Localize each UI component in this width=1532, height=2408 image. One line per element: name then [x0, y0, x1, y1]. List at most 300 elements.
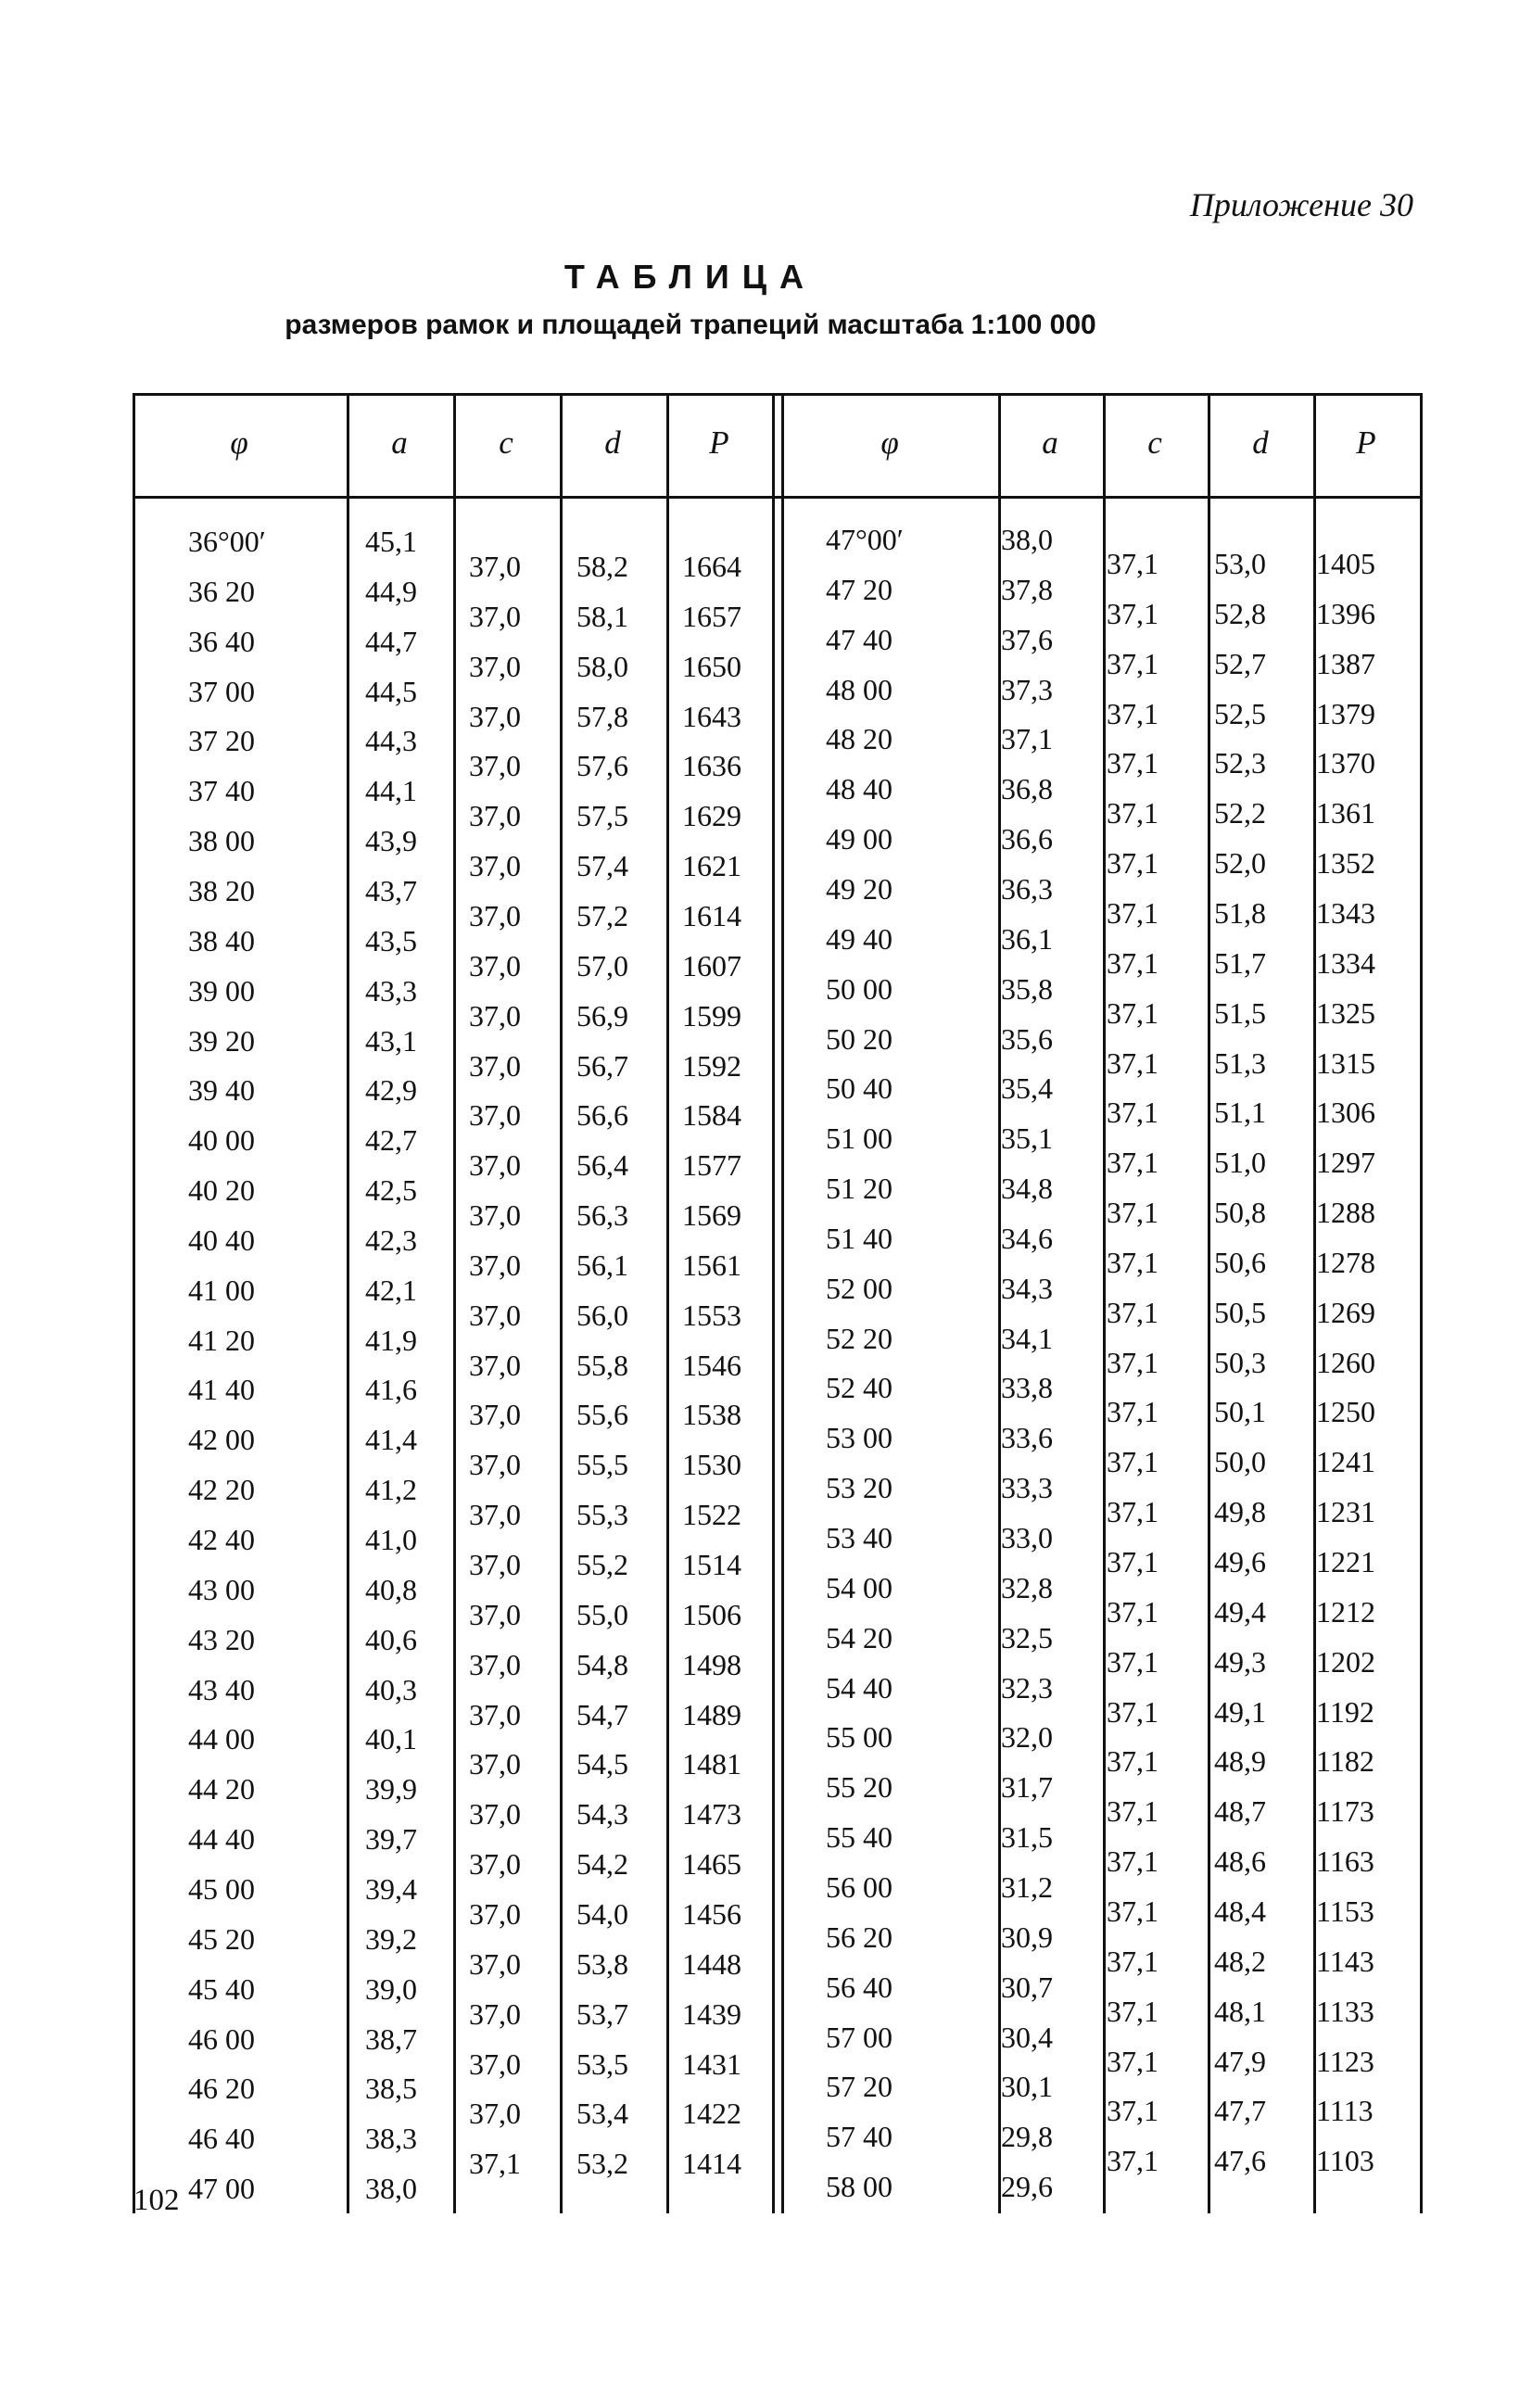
table-cell: 1396 — [1316, 596, 1375, 630]
table-cell: 37,1 — [1107, 846, 1158, 881]
table-cell: 55,6 — [576, 1398, 628, 1432]
table-cell: 37,1 — [1107, 995, 1158, 1030]
table-cell: 57 40 — [826, 2120, 893, 2154]
table-cell: 1113 — [1316, 2094, 1374, 2128]
table-cell: 1315 — [1316, 1046, 1375, 1080]
table-cell: 1260 — [1316, 1345, 1375, 1379]
table-cell: 33,6 — [1001, 1421, 1053, 1455]
table-cell: 1561 — [682, 1248, 741, 1282]
table-cell: 1546 — [682, 1348, 741, 1382]
table-cell: 49 00 — [826, 822, 893, 856]
table-cell: 42,7 — [365, 1123, 417, 1158]
table-cell: 37,1 — [1107, 1096, 1158, 1130]
table-cell: 45 40 — [188, 1971, 255, 2006]
table-cell: 52,3 — [1214, 746, 1266, 780]
table-cell: 51 20 — [826, 1172, 893, 1206]
table-cell: 53,8 — [576, 1946, 628, 1981]
table-cell: 56,1 — [576, 1248, 628, 1282]
appendix-label: Приложение 30 — [1189, 186, 1413, 223]
table-cell: 47 40 — [826, 622, 893, 656]
table-cell: 43,9 — [365, 824, 417, 858]
column-header: φ — [880, 425, 899, 461]
table-cell: 58,0 — [576, 649, 628, 683]
table-cell: 1569 — [682, 1198, 741, 1233]
table-cell: 1657 — [682, 599, 741, 633]
table-cell: 33,0 — [1001, 1521, 1053, 1554]
column-header: d — [1252, 425, 1269, 461]
table-cell: 1584 — [682, 1098, 741, 1133]
table-cell: 37,1 — [1107, 1794, 1158, 1829]
table-cell: 37,1 — [1107, 1894, 1158, 1928]
table-cell: 37,1 — [1107, 1944, 1158, 1978]
table-cell: 37,0 — [469, 898, 521, 932]
table-cell: 37,1 — [1107, 1046, 1158, 1080]
table-cell: 42 20 — [188, 1473, 255, 1507]
table-column-rule — [453, 393, 456, 2213]
table-cell: 36 40 — [188, 624, 255, 658]
table-cell: 47 00 — [188, 2172, 255, 2206]
table-cell: 37,1 — [1107, 1545, 1158, 1578]
table-cell: 29,6 — [1001, 2170, 1053, 2204]
table-cell: 1202 — [1316, 1644, 1375, 1679]
table-cell: 51 00 — [826, 1122, 893, 1156]
table-cell: 37,0 — [469, 1248, 521, 1282]
table-cell: 37,0 — [469, 1847, 521, 1882]
table-cell: 31,2 — [1001, 1869, 1053, 1904]
table-cell: 37,1 — [1107, 1594, 1158, 1629]
table-cell: 1422 — [682, 2097, 741, 2131]
table-cell: 49,6 — [1214, 1545, 1266, 1578]
table-cell: 43 40 — [188, 1672, 255, 1706]
table-cell: 41,0 — [365, 1523, 417, 1556]
table-cell: 52,2 — [1214, 796, 1266, 830]
table-cell: 43,1 — [365, 1023, 417, 1058]
column-header: c — [1147, 425, 1162, 461]
table-cell: 37 20 — [188, 724, 255, 758]
table-cell: 1607 — [682, 948, 741, 982]
table-cell: 1530 — [682, 1448, 741, 1482]
table-cell: 37,1 — [1107, 2094, 1158, 2128]
table-cell: 37,0 — [469, 849, 521, 883]
table-cell: 1143 — [1316, 1944, 1374, 1978]
table-cell: 48,9 — [1214, 1744, 1266, 1779]
table-cell: 37,1 — [469, 2147, 521, 2181]
table-cell: 1334 — [1316, 945, 1375, 980]
table-cell: 57 20 — [826, 2070, 893, 2104]
table-cell: 1361 — [1316, 796, 1375, 830]
table-cell: 1387 — [1316, 646, 1375, 680]
table-cell: 48,6 — [1214, 1844, 1266, 1879]
table-cell: 1288 — [1316, 1196, 1375, 1230]
table-cell: 44 00 — [188, 1722, 255, 1756]
table-cell: 37,1 — [1107, 746, 1158, 780]
table-cell: 50,8 — [1214, 1196, 1266, 1230]
column-header: a — [391, 425, 408, 461]
table-cell: 1231 — [1316, 1495, 1375, 1529]
table-cell: 53 20 — [826, 1471, 893, 1505]
table-cell: 56,0 — [576, 1298, 628, 1332]
table-column-rule — [347, 393, 349, 2213]
table-cell: 1133 — [1316, 1994, 1374, 2028]
table-cell: 29,8 — [1001, 2120, 1053, 2154]
table-cell: 37,1 — [1107, 1495, 1158, 1529]
table-cell: 31,5 — [1001, 1820, 1053, 1855]
table-cell: 57,4 — [576, 849, 628, 883]
table-column-rule — [560, 393, 563, 2213]
table-cell: 44,9 — [365, 574, 417, 608]
table-cell: 37,0 — [469, 1448, 521, 1482]
table-cell: 37 40 — [188, 774, 255, 808]
table-cell: 1456 — [682, 1896, 741, 1931]
table-cell: 37,1 — [1107, 646, 1158, 680]
table-cell: 32,0 — [1001, 1720, 1053, 1755]
table-cell: 43,3 — [365, 973, 417, 1008]
table-cell: 56,9 — [576, 998, 628, 1033]
table-cell: 1379 — [1316, 696, 1375, 730]
table-cell: 43 20 — [188, 1622, 255, 1656]
table-cell: 40,1 — [365, 1722, 417, 1756]
table-cell: 55 20 — [826, 1770, 893, 1805]
table-column-rule — [133, 393, 135, 2213]
table-cell: 37,0 — [469, 1048, 521, 1083]
table-cell: 39,0 — [365, 1971, 417, 2006]
table-cell: 1414 — [682, 2147, 741, 2181]
table-cell: 37,1 — [1107, 696, 1158, 730]
table-cell: 35,4 — [1001, 1071, 1053, 1106]
table-cell: 50,5 — [1214, 1295, 1266, 1329]
table-cell: 41,2 — [365, 1473, 417, 1507]
table-cell: 1553 — [682, 1298, 741, 1332]
table-title: ТАБЛИЦА — [563, 258, 817, 296]
table-cell: 37,1 — [1107, 895, 1158, 930]
table-cell: 41 40 — [188, 1373, 255, 1407]
table-cell: 32,8 — [1001, 1570, 1053, 1604]
table-cell: 37,1 — [1107, 1295, 1158, 1329]
table-cell: 38,0 — [365, 2172, 417, 2206]
table-cell: 1664 — [682, 550, 741, 583]
table-cell: 39,7 — [365, 1822, 417, 1857]
table-cell: 1173 — [1316, 1794, 1374, 1829]
table-cell: 1192 — [1316, 1694, 1374, 1729]
table-cell: 1405 — [1316, 547, 1375, 580]
table-cell: 56 40 — [826, 1970, 893, 2004]
table-cell: 37,1 — [1107, 1445, 1158, 1479]
table-cell: 37,0 — [469, 649, 521, 683]
table-cell: 50,0 — [1214, 1445, 1266, 1479]
table-cell: 37,0 — [469, 799, 521, 833]
table-cell: 1489 — [682, 1697, 741, 1731]
table-cell: 37,0 — [469, 1548, 521, 1581]
table-cell: 40 20 — [188, 1173, 255, 1208]
table-cell: 37,0 — [469, 2047, 521, 2081]
table-cell: 44,5 — [365, 674, 417, 708]
table-cell: 37,1 — [1107, 2144, 1158, 2178]
table-cell: 1481 — [682, 1747, 741, 1781]
table-cell: 51,7 — [1214, 945, 1266, 980]
table-cell: 37,0 — [469, 1996, 521, 2031]
table-cell: 1325 — [1316, 995, 1375, 1030]
table-cell: 37 00 — [188, 674, 255, 708]
table-cell: 52 20 — [826, 1321, 893, 1355]
table-cell: 30,9 — [1001, 1920, 1053, 1954]
table-cell: 1123 — [1316, 2044, 1374, 2078]
table-cell: 58,1 — [576, 599, 628, 633]
table-cell: 51,5 — [1214, 995, 1266, 1030]
table-cell: 38,0 — [1001, 523, 1053, 556]
table-cell: 37,1 — [1107, 1994, 1158, 2028]
table-cell: 32,3 — [1001, 1670, 1053, 1705]
table-cell: 37,1 — [1107, 1744, 1158, 1779]
table-cell: 1221 — [1316, 1545, 1375, 1578]
table-cell: 37,3 — [1001, 672, 1053, 706]
table-cell: 33,3 — [1001, 1471, 1053, 1505]
table-cell: 44,7 — [365, 624, 417, 658]
table-cell: 1153 — [1316, 1894, 1374, 1928]
table-cell: 37,1 — [1107, 547, 1158, 580]
table-cell: 52,0 — [1214, 846, 1266, 881]
table-cell: 1278 — [1316, 1245, 1375, 1279]
table-cell: 38,5 — [365, 2072, 417, 2106]
table-cell: 1522 — [682, 1498, 741, 1532]
table-cell: 37,1 — [1107, 1395, 1158, 1429]
table-cell: 44 40 — [188, 1822, 255, 1857]
table-column-rule — [1208, 393, 1210, 2213]
table-cell: 55,2 — [576, 1548, 628, 1581]
table-cell: 48 00 — [826, 672, 893, 706]
table-cell: 44,3 — [365, 724, 417, 758]
table-cell: 33,8 — [1001, 1371, 1053, 1405]
table-cell: 1431 — [682, 2047, 741, 2081]
table-cell: 1629 — [682, 799, 741, 833]
table-cell: 35,1 — [1001, 1122, 1053, 1156]
table-cell: 1343 — [1316, 895, 1375, 930]
table-cell: 48,4 — [1214, 1894, 1266, 1928]
table-cell: 54,5 — [576, 1747, 628, 1781]
table-cell: 1370 — [1316, 746, 1375, 780]
column-header: P — [1356, 425, 1376, 461]
table-cell: 49,3 — [1214, 1644, 1266, 1679]
table-cell: 51,0 — [1214, 1146, 1266, 1180]
table-cell: 35,6 — [1001, 1021, 1053, 1056]
table-cell: 56,6 — [576, 1098, 628, 1133]
table-cell: 55,0 — [576, 1597, 628, 1631]
table-cell: 1448 — [682, 1946, 741, 1981]
page-number: 102 — [133, 2184, 180, 2217]
table-cell: 54 40 — [826, 1670, 893, 1705]
table-cell: 47,9 — [1214, 2044, 1266, 2078]
table-cell: 37,0 — [469, 998, 521, 1033]
table-cell: 48,1 — [1214, 1994, 1266, 2028]
table-cell: 37,6 — [1001, 622, 1053, 656]
table-cell: 49,8 — [1214, 1495, 1266, 1529]
table-cell: 55,5 — [576, 1448, 628, 1482]
table-cell: 55,8 — [576, 1348, 628, 1382]
table-cell: 39 00 — [188, 973, 255, 1008]
column-header: P — [709, 425, 729, 461]
table-cell: 50 20 — [826, 1021, 893, 1056]
table-cell: 51,3 — [1214, 1046, 1266, 1080]
table-cell: 37,1 — [1107, 1146, 1158, 1180]
table-cell: 56 20 — [826, 1920, 893, 1954]
table-cell: 50,3 — [1214, 1345, 1266, 1379]
table-cell: 51,8 — [1214, 895, 1266, 930]
table-cell: 37,0 — [469, 1498, 521, 1532]
table-cell: 40,6 — [365, 1622, 417, 1656]
table-cell: 36,3 — [1001, 871, 1053, 906]
table-cell: 54,7 — [576, 1697, 628, 1731]
table-cell: 58,2 — [576, 550, 628, 583]
table-cell: 1643 — [682, 699, 741, 733]
table-cell: 1473 — [682, 1797, 741, 1831]
table-cell: 37,0 — [469, 749, 521, 783]
table-cell: 31,7 — [1001, 1770, 1053, 1805]
table-cell: 52,7 — [1214, 646, 1266, 680]
table-cell: 38 40 — [188, 923, 255, 957]
table-cell: 38 00 — [188, 824, 255, 858]
table-cell: 1650 — [682, 649, 741, 683]
table-cell: 1514 — [682, 1548, 741, 1581]
table-cell: 41,6 — [365, 1373, 417, 1407]
table-cell: 37,0 — [469, 948, 521, 982]
table-cell: 54 00 — [826, 1570, 893, 1604]
table-cell: 53,4 — [576, 2097, 628, 2131]
table-cell: 54,8 — [576, 1647, 628, 1681]
table-cell: 37,0 — [469, 2097, 521, 2131]
table-cell: 43 00 — [188, 1572, 255, 1606]
table-cell: 57,8 — [576, 699, 628, 733]
table-cell: 56,4 — [576, 1148, 628, 1183]
table-cell: 40 40 — [188, 1223, 255, 1257]
table-cell: 50 40 — [826, 1071, 893, 1106]
table-cell: 42,1 — [365, 1273, 417, 1307]
table-cell: 1297 — [1316, 1146, 1375, 1180]
table-cell: 45,1 — [365, 525, 417, 558]
table-cell: 48 40 — [826, 772, 893, 806]
table-cell: 37,0 — [469, 1198, 521, 1233]
table-cell: 48,7 — [1214, 1794, 1266, 1829]
table-cell: 54,3 — [576, 1797, 628, 1831]
table-cell: 1182 — [1316, 1744, 1374, 1779]
table-cell: 37,0 — [469, 1348, 521, 1382]
table-cell: 37,0 — [469, 1747, 521, 1781]
table-subtitle: размеров рамок и площадей трапеций масштаба 1:100 000 — [285, 310, 1096, 340]
table-cell: 30,4 — [1001, 2020, 1053, 2054]
table-cell: 41 00 — [188, 1273, 255, 1307]
table-cell: 1498 — [682, 1647, 741, 1681]
table-cell: 37,1 — [1107, 1245, 1158, 1279]
table-cell: 46 40 — [188, 2122, 255, 2156]
table-cell: 32,5 — [1001, 1620, 1053, 1654]
table-cell: 42,3 — [365, 1223, 417, 1257]
table-cell: 58 00 — [826, 2170, 893, 2204]
table-cell: 54,0 — [576, 1896, 628, 1931]
table-cell: 50,6 — [1214, 1245, 1266, 1279]
table-cell: 30,7 — [1001, 1970, 1053, 2004]
table-cell: 1103 — [1316, 2144, 1374, 2178]
table-cell: 56,3 — [576, 1198, 628, 1233]
table-cell: 53 40 — [826, 1521, 893, 1554]
table-cell: 40,3 — [365, 1672, 417, 1706]
table-cell: 44 20 — [188, 1772, 255, 1806]
table-cell: 1306 — [1316, 1096, 1375, 1130]
table-column-rule — [781, 393, 784, 2213]
table-column-rule — [666, 393, 669, 2213]
table-cell: 39 20 — [188, 1023, 255, 1058]
table-cell: 57,5 — [576, 799, 628, 833]
table-cell: 42 40 — [188, 1523, 255, 1556]
table-cell: 37,1 — [1107, 945, 1158, 980]
table-cell: 50,1 — [1214, 1395, 1266, 1429]
table-cell: 37,0 — [469, 1148, 521, 1183]
table-cell: 37,1 — [1107, 1345, 1158, 1379]
table-cell: 53,7 — [576, 1996, 628, 2031]
table-cell: 56,7 — [576, 1048, 628, 1083]
table-cell: 1592 — [682, 1048, 741, 1083]
table-cell: 47,6 — [1214, 2144, 1266, 2178]
table-cell: 37,0 — [469, 1597, 521, 1631]
table-cell: 1621 — [682, 849, 741, 883]
table-cell: 43,7 — [365, 873, 417, 907]
table-cell: 49 40 — [826, 921, 893, 956]
table-cell: 36 20 — [188, 574, 255, 608]
table-cell: 57 00 — [826, 2020, 893, 2054]
table-cell: 37,1 — [1107, 2044, 1158, 2078]
table-cell: 41 20 — [188, 1323, 255, 1357]
table-cell: 45 20 — [188, 1921, 255, 1956]
table-cell: 53,5 — [576, 2047, 628, 2081]
table-cell: 51 40 — [826, 1221, 893, 1255]
table-cell: 53,0 — [1214, 547, 1266, 580]
table-cell: 39,4 — [365, 1871, 417, 1906]
table-cell: 1465 — [682, 1847, 741, 1882]
table-cell: 34,8 — [1001, 1172, 1053, 1206]
table-cell: 38 20 — [188, 873, 255, 907]
table-cell: 36,1 — [1001, 921, 1053, 956]
table-cell: 36,6 — [1001, 822, 1053, 856]
table-cell: 48 20 — [826, 722, 893, 756]
table-cell: 52,5 — [1214, 696, 1266, 730]
table-cell: 49,1 — [1214, 1694, 1266, 1729]
table-cell: 40,8 — [365, 1572, 417, 1606]
column-header: d — [604, 425, 621, 461]
table-cell: 37,0 — [469, 599, 521, 633]
table-cell: 37,0 — [469, 1797, 521, 1831]
table-cell: 30,1 — [1001, 2070, 1053, 2104]
table-cell: 37,0 — [469, 1298, 521, 1332]
table-cell: 1241 — [1316, 1445, 1375, 1479]
table-cell: 38,3 — [365, 2122, 417, 2156]
table-cell: 37,0 — [469, 1398, 521, 1432]
table-cell: 45 00 — [188, 1871, 255, 1906]
table-cell: 37,1 — [1107, 1844, 1158, 1879]
table-cell: 1212 — [1316, 1594, 1375, 1629]
table-cell: 39,2 — [365, 1921, 417, 1956]
table-cell: 1577 — [682, 1148, 741, 1183]
table-cell: 49,4 — [1214, 1594, 1266, 1629]
table-cell: 1614 — [682, 898, 741, 932]
table-cell: 52 00 — [826, 1271, 893, 1305]
table-cell: 50 00 — [826, 971, 893, 1006]
table-cell: 1636 — [682, 749, 741, 783]
table-cell: 41,9 — [365, 1323, 417, 1357]
table-cell: 53,2 — [576, 2147, 628, 2181]
table-cell: 42 00 — [188, 1423, 255, 1457]
table-cell: 1163 — [1316, 1844, 1374, 1879]
table-cell: 52 40 — [826, 1371, 893, 1405]
table-cell: 37,8 — [1001, 572, 1053, 606]
table-cell: 37,0 — [469, 1647, 521, 1681]
table-cell: 34,6 — [1001, 1221, 1053, 1255]
